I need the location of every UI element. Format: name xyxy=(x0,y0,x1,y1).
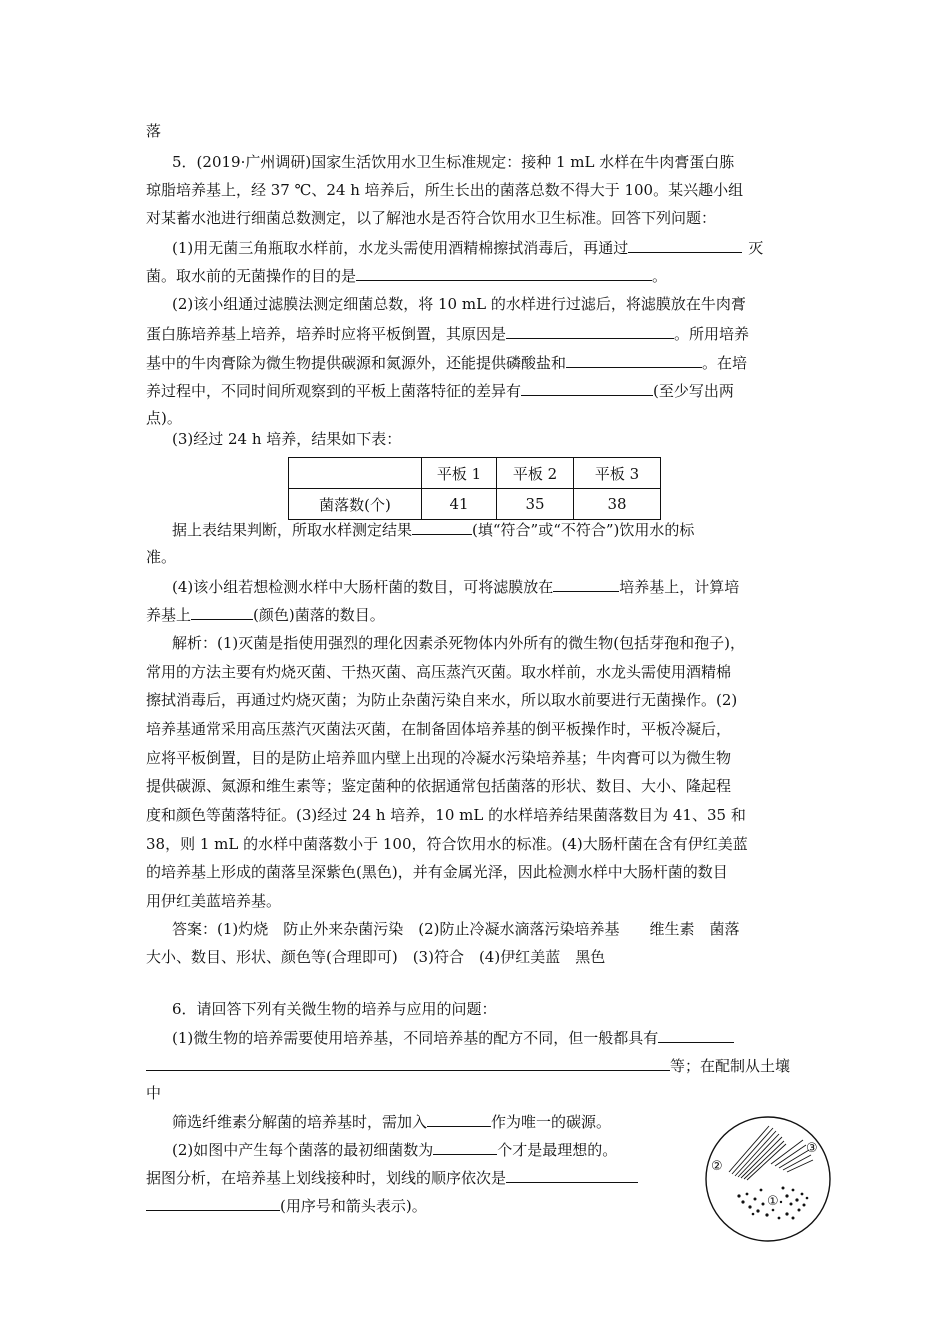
text-segment: (2)如图中产生每个菌落的最初细菌数为 xyxy=(172,1141,434,1159)
analysis-line: 度和颜色等菌落特征。(3)经过 24 h 培养，10 mL 的水样培养结果菌落数目为 41、35 和 xyxy=(146,806,746,824)
text-segment: 据图分析，在培养基上划线接种时，划线的顺序依次是 xyxy=(146,1169,507,1187)
text-segment: (用序号和箭头表示)。 xyxy=(280,1197,427,1215)
analysis-line: 的培养基上形成的菌落呈深紫色(黑色)，并有金属光泽，因此检测水样中大肠杆菌的数目 xyxy=(146,863,728,881)
text-segment: (1)用无菌三角瓶取水样前，水龙头需使用酒精棉擦拭消毒后，再通过 xyxy=(172,239,629,257)
text-line: 落 xyxy=(146,122,162,140)
answer-blank xyxy=(146,1195,280,1211)
answer-blank xyxy=(191,604,253,620)
analysis-line: 提供碳源、氮源和维生素等；鉴定菌种的依据通常包括菌落的形状、数目、大小、隆起程 xyxy=(146,777,732,795)
text-segment: 养基上 xyxy=(146,606,192,624)
text-segment: 据上表结果判断，所取水样测定结果 xyxy=(172,521,413,539)
answer-blank xyxy=(628,237,742,253)
table-cell: 35 xyxy=(497,489,574,520)
q5-part2-line xyxy=(146,380,816,401)
answer-blank xyxy=(553,576,619,592)
text-line: 琼脂培养基上，经 37 ℃、24 h 培养后，所生长出的菌落总数不得大于 100。某兴趣小组 xyxy=(146,181,744,199)
question-5-heading: 5．(2019·广州调研)国家生活饮用水卫生标准规定：接种 1 mL 水样在牛肉膏蛋白胨 xyxy=(172,153,735,171)
text-segment: 蛋白胨培养基上培养，培养时应将平板倒置，其原因是 xyxy=(146,325,507,343)
text-segment: 。所用培养 xyxy=(674,325,750,343)
q5-after-table-line xyxy=(172,519,816,540)
q5-part2-line xyxy=(146,352,816,373)
analysis-line: 解析：(1)灭菌是指使用强烈的理化因素杀死物体内外所有的微生物(包括芽孢和孢子)， xyxy=(172,634,745,652)
label-3: ③ xyxy=(806,1141,818,1156)
table-header-cell xyxy=(289,458,422,489)
text-segment: 灭 xyxy=(748,239,764,257)
table-header-cell: 平板 1 xyxy=(422,458,497,489)
streak-lines-2 xyxy=(729,1126,786,1180)
text-line: 对某蓄水池进行细菌总数测定，以了解池水是否符合饮用水卫生标准。回答下列问题： xyxy=(146,209,717,227)
q5-part4-line xyxy=(146,604,816,625)
answer-line: 大小、数目、形状、颜色等(合理即可) (3)符合 (4)伊红美蓝 黑色 xyxy=(146,948,606,966)
text-segment: 养过程中，不同时间所观察到的平板上菌落特征的差异有 xyxy=(146,382,522,400)
question-6-heading: 6．请回答下列有关微生物的培养与应用的问题： xyxy=(172,1000,497,1018)
answer-blank xyxy=(433,1139,497,1155)
analysis-line: 应将平板倒置，目的是防止培养皿内壁上出现的冷凝水污染培养基；牛肉膏可以为微生物 xyxy=(146,749,732,767)
text-line: (2)该小组通过滤膜法测定细菌总数，将 10 mL 的水样进行过滤后，将滤膜放在牛肉膏 xyxy=(172,295,746,313)
answer-line: 答案：(1)灼烧 防止外来杂菌污染 (2)防止冷凝水滴落污染培养基 维生素 菌落 xyxy=(172,920,740,938)
analysis-line: 培养基通常采用高压蒸汽灭菌法灭菌，在制备固体培养基的倒平板操作时，平板冷凝后， xyxy=(146,720,732,738)
text-segment: 筛选纤维素分解菌的培养基时，需加入 xyxy=(172,1113,428,1131)
text-line: 准。 xyxy=(146,548,177,566)
q6-part1-line xyxy=(172,1027,816,1048)
answer-blank xyxy=(356,265,652,281)
petri-dish-figure xyxy=(703,1114,833,1244)
q6-part1-line xyxy=(146,1055,816,1076)
answer-blank xyxy=(506,323,674,339)
table-header-cell: 平板 3 xyxy=(574,458,661,489)
text-line: (3)经过 24 h 培养，结果如下表： xyxy=(172,430,402,448)
q5-part1-line xyxy=(172,237,816,258)
answer-blank xyxy=(521,380,653,396)
petri-dish-outline xyxy=(706,1117,830,1241)
text-segment: (颜色)菌落的数目。 xyxy=(253,606,385,624)
q5-part1-line xyxy=(146,265,816,286)
text-segment: 个才是最理想的。 xyxy=(497,1141,618,1159)
text-segment: 。 xyxy=(652,267,668,285)
text-segment: 菌。取水前的无菌操作的目的是 xyxy=(146,267,357,285)
analysis-line: 常用的方法主要有灼烧灭菌、干热灭菌、高压蒸汽灭菌。取水样前，水龙头需使用酒精棉 xyxy=(146,663,732,681)
text-line: 点)。 xyxy=(146,409,182,427)
answer-blank xyxy=(146,1055,670,1071)
q5-part2-line xyxy=(146,323,816,344)
label-1: ① xyxy=(767,1194,779,1209)
analysis-line: 用伊红美蓝培养基。 xyxy=(146,892,282,910)
answer-blank xyxy=(658,1027,734,1043)
table-header-cell: 平板 2 xyxy=(497,458,574,489)
text-segment: 培养基上，计算培 xyxy=(619,578,740,596)
table-row-label: 菌落数(个) xyxy=(289,489,422,520)
table-cell: 41 xyxy=(422,489,497,520)
table-header-row xyxy=(289,458,661,489)
text-segment: 等；在配制从土壤 xyxy=(670,1057,791,1075)
result-table xyxy=(288,457,661,520)
label-2: ② xyxy=(711,1159,723,1174)
text-segment: (4)该小组若想检测水样中大肠杆菌的数目，可将滤膜放在 xyxy=(172,578,554,596)
analysis-line: 38，则 1 mL 的水样中菌落数小于 100，符合饮用水的标准。(4)大肠杆菌在含有伊红美蓝 xyxy=(146,835,748,853)
text-segment: (填“符合”或“不符合”)饮用水的标 xyxy=(472,521,695,539)
answer-blank xyxy=(566,352,702,368)
text-segment: 基中的牛肉膏除为微生物提供碳源和氮源外，还能提供磷酸盐和 xyxy=(146,354,567,372)
table-cell: 38 xyxy=(574,489,661,520)
table-row xyxy=(289,489,661,520)
text-segment: (1)微生物的培养需要使用培养基，不同培养基的配方不同，但一般都具有 xyxy=(172,1029,659,1047)
q5-part4-line xyxy=(172,576,816,597)
text-line: 中 xyxy=(146,1084,162,1102)
text-segment: 作为唯一的碳源。 xyxy=(491,1113,612,1131)
answer-blank xyxy=(506,1167,638,1183)
answer-blank xyxy=(427,1111,491,1127)
answer-blank xyxy=(412,519,472,535)
text-segment: 。在培 xyxy=(702,354,748,372)
text-segment: (至少写出两 xyxy=(653,382,734,400)
analysis-line: 擦拭消毒后，再通过灼烧灭菌；为防止杂菌污染自来水，所以取水前要进行无菌操作。(2) xyxy=(146,691,738,709)
